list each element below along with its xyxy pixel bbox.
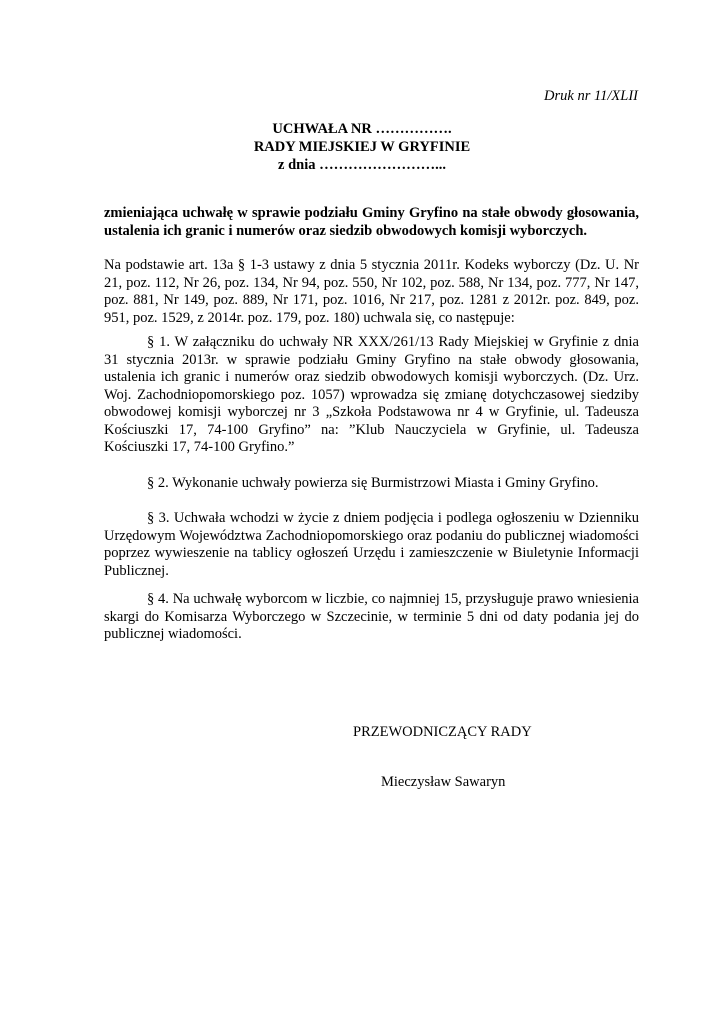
council-name: RADY MIEJSKIEJ W GRYFINIE [253,139,471,155]
print-mark: Druk nr 11/XLII [544,88,638,104]
paragraph-2: § 2. Wykonanie uchwały powierza się Burmistrzowi Miasta i Gminy Gryfino. [147,475,599,491]
resolution-date: z dnia ……………………... [278,157,446,173]
paragraph-1: § 1. W załączniku do uchwały NR XXX/261/13 Rady Miejskiej w Gryfinie z dnia 31 stycznia 2013r. w sprawie podziału Gminy Gryfino na stałe obwody głosowania, ustalenia ich granic i numerów oraz siedzib obwodowych komisji wyborczych. (Dz. Urz. Woj. Zachodniopomorskiego poz. 1057) wprowadza się zmianę dotychczasowej siedziby obwodowej komisji wyborczej nr 3 „Szkoła Podstawowa nr 4 w Gryfinie, ul. Tadeusza Kościuszki 17, 74-100 Gryfino” na: ”Klub Nauczyciela w Gryfinie, ul. Tadeusza Kościuszki 17, 74-100 Gryfino.” [104,334,639,455]
signature-name: Mieczysław Sawaryn [381,774,506,790]
signature-role: PRZEWODNICZĄCY RADY [353,724,532,740]
paragraph-3: § 3. Uchwała wchodzi w życie z dniem podjęcia i podlega ogłoszeniu w Dzienniku Urzędowym Województwa Zachodniopomorskiego oraz podaniu do publicznej wiadomości poprzez wywieszenie na tablicy ogłoszeń Urzędu i zamieszczenie w Biuletynie Informacji Publicznej. [104,510,639,579]
resolution-number: UCHWAŁA NR ……………. [272,121,452,137]
resolution-subject: zmieniająca uchwałę w sprawie podziału Gminy Gryfino na stałe obwody głosowania, ustalenia ich granic i numerów oraz siedzib obwodowych komisji wyborczych. [104,205,639,239]
resolution-heading [0,120,724,174]
legal-basis: Na podstawie art. 13a § 1-3 ustawy z dnia 5 stycznia 2011r. Kodeks wyborczy (Dz. U. Nr 21, poz. 112, Nr 26, poz. 134, Nr 94, poz. 550, Nr 102, poz. 588, Nr 134, poz. 777, Nr 147, poz. 881, Nr 149, poz. 889, Nr 171, poz. 1016, Nr 217, poz. 1281 z 2012r. poz. 849, poz. 951, poz. 1529, z 2014r. poz. 179, poz. 180) uchwala się, co następuje: [104,257,639,326]
paragraph-4: § 4. Na uchwałę wyborcom w liczbie, co najmniej 15, przysługuje prawo wniesienia skargi do Komisarza Wyborczego w Szczecinie, w terminie 5 dni od daty podania jej do publicznej wiadomości. [104,591,639,642]
